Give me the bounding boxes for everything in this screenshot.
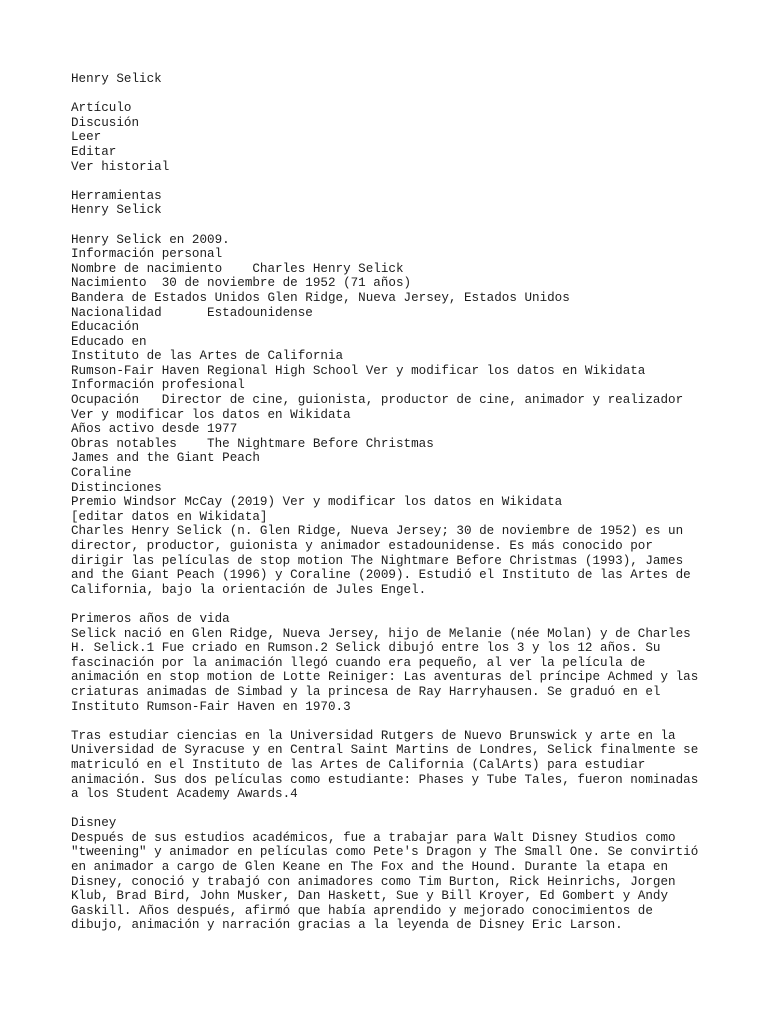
- spacer: [71, 714, 711, 729]
- tab-discussion: Discusión: [71, 115, 140, 130]
- infobox-birth-date: Nacimiento 30 de noviembre de 1952 (71 años): [71, 276, 412, 291]
- section-heading-disney: Disney: [71, 816, 117, 831]
- paragraph-line: fascinación por la animación llegó cuando era pequeño, al ver la película de: [71, 655, 646, 670]
- infobox-school-1: Instituto de las Artes de California: [71, 349, 344, 364]
- infobox-edit-wikidata: [editar datos en Wikidata]: [71, 509, 268, 524]
- spacer: [71, 174, 711, 189]
- infobox-work-2: James and the Giant Peach: [71, 451, 260, 466]
- document-page: [71, 72, 711, 933]
- paragraph-line: Después de sus estudios académicos, fue a trabajar para Walt Disney Studios como: [71, 830, 676, 845]
- tools-label: Herramientas: [71, 188, 162, 203]
- paragraph-line: a los Student Academy Awards.4: [71, 787, 298, 802]
- infobox-educated-label: Educado en: [71, 334, 147, 349]
- infobox-heading-education: Educación: [71, 320, 140, 335]
- intro-line: California, bajo la orientación de Jules Engel.: [71, 582, 427, 597]
- spacer: [71, 218, 711, 233]
- tab-history: Ver historial: [71, 159, 170, 174]
- infobox-birth-name: Nombre de nacimiento Charles Henry Selick: [71, 261, 404, 276]
- infobox-school-2: Rumson-Fair Haven Regional High School Ver y modificar los datos en Wikidata: [71, 363, 646, 378]
- tab-edit: Editar: [71, 144, 117, 159]
- paragraph-line: Klub, Brad Bird, John Musker, Dan Haskett, Sue y Bill Kroyer, Ed Gombert y Andy: [71, 889, 669, 904]
- tools-name: Henry Selick: [71, 203, 162, 218]
- infobox-work-3: Coraline: [71, 466, 132, 481]
- infobox-occupation: Ocupación Director de cine, guionista, productor de cine, animador y realizador: [71, 393, 684, 408]
- paragraph-line: matriculó en el Instituto de las Artes de California (CalArts) para estudiar: [71, 757, 646, 772]
- infobox-notable-works: Obras notables The Nightmare Before Christmas: [71, 436, 434, 451]
- paragraph-line: Disney, conoció y trabajó con animadores como Tim Burton, Rick Heinrichs, Jorgen: [71, 874, 676, 889]
- paragraph-line: Universidad de Syracuse y en Central Saint Martins de Londres, Selick finalmente se: [71, 743, 699, 758]
- paragraph-line: animación en stop motion de Lotte Reiniger: Las aventuras del príncipe Achmed y las: [71, 670, 699, 685]
- paragraph-line: en animador a cargo de Glen Keane en The Fox and the Hound. Durante la etapa en: [71, 860, 669, 875]
- infobox-heading-personal: Información personal: [71, 247, 223, 262]
- paragraph-line: animación. Sus dos películas como estudiante: Phases y Tube Tales, fueron nominadas: [71, 772, 699, 787]
- infobox-birth-place: Bandera de Estados Unidos Glen Ridge, Nueva Jersey, Estados Unidos: [71, 290, 570, 305]
- paragraph-line: H. Selick.1 Fue criado en Rumson.2 Selick dibujó entre los 3 y los 12 años. Su: [71, 641, 661, 656]
- spacer: [71, 802, 711, 817]
- tab-article: Artículo: [71, 101, 132, 116]
- infobox-caption: Henry Selick en 2009.: [71, 232, 230, 247]
- intro-line: and the Giant Peach (1996) y Coraline (2009). Estudió el Instituto de las Artes de: [71, 568, 691, 583]
- intro-line: dirigir las películas de stop motion The Nightmare Before Christmas (1993), James: [71, 553, 684, 568]
- intro-line: Charles Henry Selick (n. Glen Ridge, Nueva Jersey; 30 de noviembre de 1952) es un: [71, 524, 684, 539]
- paragraph-line: Instituto Rumson-Fair Haven en 1970.3: [71, 699, 351, 714]
- section-heading-early-life: Primeros años de vida: [71, 611, 230, 626]
- spacer: [71, 87, 711, 102]
- paragraph-line: dibujo, animación y narración gracias a la leyenda de Disney Eric Larson.: [71, 918, 623, 933]
- paragraph-line: Tras estudiar ciencias en la Universidad Rutgers de Nuevo Brunswick y arte en la: [71, 728, 676, 743]
- infobox-wikidata-link: Ver y modificar los datos en Wikidata: [71, 407, 351, 422]
- infobox-heading-professional: Información profesional: [71, 378, 245, 393]
- infobox-award: Premio Windsor McCay (2019) Ver y modificar los datos en Wikidata: [71, 495, 563, 510]
- infobox-nationality: Nacionalidad Estadounidense: [71, 305, 313, 320]
- paragraph-line: Gaskill. Años después, afirmó que había aprendido y mejorado conocimientos de: [71, 903, 653, 918]
- page-title: Henry Selick: [71, 72, 162, 86]
- paragraph-line: Selick nació en Glen Ridge, Nueva Jersey, hijo de Melanie (née Molan) y de Charles: [71, 626, 691, 641]
- infobox-active-years: Años activo desde 1977: [71, 422, 238, 437]
- paragraph-line: "tweening" y animador en películas como Pete's Dragon y The Small One. Se convirtió: [71, 845, 699, 860]
- intro-line: director, productor, guionista y animador estadounidense. Es más conocido por: [71, 539, 653, 553]
- paragraph-line: criaturas animadas de Simbad y la princesa de Ray Harryhausen. Se graduó en el: [71, 684, 661, 699]
- infobox-heading-awards: Distinciones: [71, 480, 162, 495]
- spacer: [71, 597, 711, 612]
- tab-read: Leer: [71, 130, 102, 145]
